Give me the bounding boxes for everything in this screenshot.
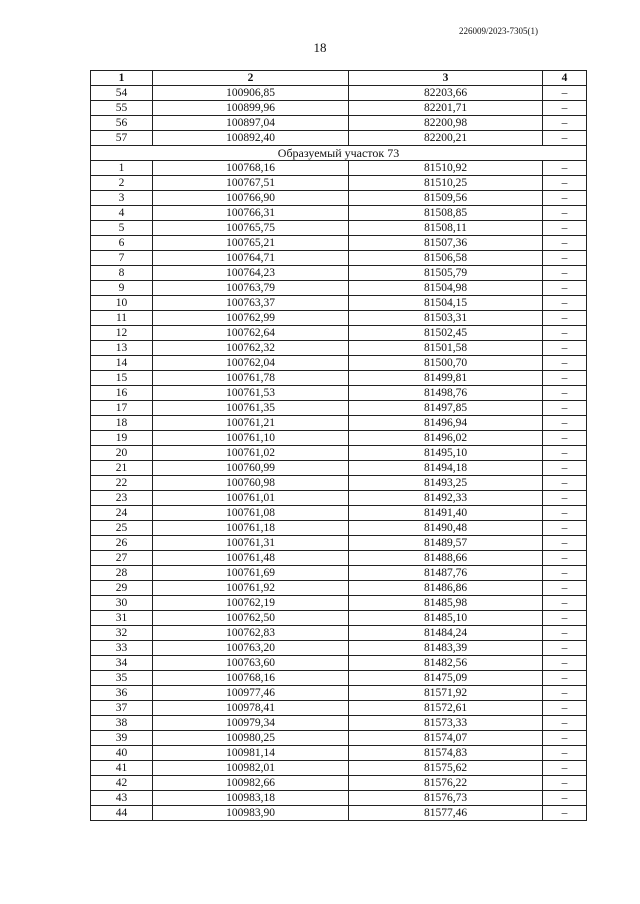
- table-body-previous-section: [91, 86, 587, 146]
- table-section-header: [91, 146, 587, 161]
- x-coordinate-cell: 100761,18: [153, 521, 349, 536]
- y-coordinate-cell: 81574,83: [349, 746, 543, 761]
- x-coordinate-cell: 100761,08: [153, 506, 349, 521]
- x-coordinate-cell: 100980,25: [153, 731, 349, 746]
- table-row: [91, 116, 587, 131]
- x-coordinate-cell: 100761,48: [153, 551, 349, 566]
- y-coordinate-cell: 82201,71: [349, 101, 543, 116]
- y-coordinate-cell: 81496,94: [349, 416, 543, 431]
- note-cell: –: [543, 761, 587, 776]
- table-row: [91, 461, 587, 476]
- x-coordinate-cell: 100761,35: [153, 401, 349, 416]
- table-row: [91, 731, 587, 746]
- table-row: [91, 236, 587, 251]
- note-cell: –: [543, 191, 587, 206]
- y-coordinate-cell: 81500,70: [349, 356, 543, 371]
- table-row: [91, 101, 587, 116]
- table-row: [91, 281, 587, 296]
- x-coordinate-cell: 100760,99: [153, 461, 349, 476]
- point-number-cell: 7: [91, 251, 153, 266]
- note-cell: –: [543, 656, 587, 671]
- x-coordinate-cell: 100892,40: [153, 131, 349, 146]
- table-row: [91, 86, 587, 101]
- point-number-cell: 42: [91, 776, 153, 791]
- y-coordinate-cell: 81576,73: [349, 791, 543, 806]
- note-cell: –: [543, 536, 587, 551]
- point-number-cell: 33: [91, 641, 153, 656]
- point-number-cell: 18: [91, 416, 153, 431]
- table-row: [91, 521, 587, 536]
- y-coordinate-cell: 81485,10: [349, 611, 543, 626]
- note-cell: –: [543, 626, 587, 641]
- x-coordinate-cell: 100897,04: [153, 116, 349, 131]
- point-number-cell: 26: [91, 536, 153, 551]
- point-number-cell: 21: [91, 461, 153, 476]
- x-coordinate-cell: 100977,46: [153, 686, 349, 701]
- point-number-cell: 22: [91, 476, 153, 491]
- point-number-cell: 29: [91, 581, 153, 596]
- y-coordinate-cell: 81507,36: [349, 236, 543, 251]
- table-row: [91, 536, 587, 551]
- table-row: [91, 806, 587, 821]
- x-coordinate-cell: 100982,01: [153, 761, 349, 776]
- y-coordinate-cell: 81504,15: [349, 296, 543, 311]
- note-cell: –: [543, 296, 587, 311]
- note-cell: –: [543, 311, 587, 326]
- note-cell: –: [543, 806, 587, 821]
- note-cell: –: [543, 731, 587, 746]
- point-number-cell: 43: [91, 791, 153, 806]
- y-coordinate-cell: 82200,21: [349, 131, 543, 146]
- table-row: [91, 611, 587, 626]
- note-cell: –: [543, 596, 587, 611]
- table-row: [91, 251, 587, 266]
- x-coordinate-cell: 100763,79: [153, 281, 349, 296]
- x-coordinate-cell: 100762,99: [153, 311, 349, 326]
- x-coordinate-cell: 100766,90: [153, 191, 349, 206]
- table-row: [91, 431, 587, 446]
- x-coordinate-cell: 100760,98: [153, 476, 349, 491]
- table-row: [91, 581, 587, 596]
- y-coordinate-cell: 82203,66: [349, 86, 543, 101]
- x-coordinate-cell: 100983,90: [153, 806, 349, 821]
- y-coordinate-cell: 81485,98: [349, 596, 543, 611]
- table-row: [91, 746, 587, 761]
- point-number-cell: 36: [91, 686, 153, 701]
- point-number-cell: 27: [91, 551, 153, 566]
- point-number-cell: 2: [91, 176, 153, 191]
- note-cell: –: [543, 116, 587, 131]
- note-cell: –: [543, 461, 587, 476]
- y-coordinate-cell: 81504,98: [349, 281, 543, 296]
- note-cell: –: [543, 581, 587, 596]
- point-number-cell: 6: [91, 236, 153, 251]
- note-cell: –: [543, 206, 587, 221]
- point-number-cell: 34: [91, 656, 153, 671]
- section-title: Образуемый участок 73: [91, 146, 587, 161]
- y-coordinate-cell: 81490,48: [349, 521, 543, 536]
- table-row: [91, 371, 587, 386]
- note-cell: –: [543, 431, 587, 446]
- table-row: [91, 446, 587, 461]
- note-cell: –: [543, 671, 587, 686]
- point-number-cell: 15: [91, 371, 153, 386]
- y-coordinate-cell: 81493,25: [349, 476, 543, 491]
- note-cell: –: [543, 476, 587, 491]
- table-row: [91, 161, 587, 176]
- point-number-cell: 5: [91, 221, 153, 236]
- note-cell: –: [543, 266, 587, 281]
- y-coordinate-cell: 81572,61: [349, 701, 543, 716]
- note-cell: –: [543, 371, 587, 386]
- x-coordinate-cell: 100761,01: [153, 491, 349, 506]
- x-coordinate-cell: 100979,34: [153, 716, 349, 731]
- note-cell: –: [543, 791, 587, 806]
- note-cell: –: [543, 611, 587, 626]
- note-cell: –: [543, 776, 587, 791]
- note-cell: –: [543, 566, 587, 581]
- note-cell: –: [543, 86, 587, 101]
- point-number-cell: 35: [91, 671, 153, 686]
- point-number-cell: 54: [91, 86, 153, 101]
- note-cell: –: [543, 506, 587, 521]
- y-coordinate-cell: 81571,92: [349, 686, 543, 701]
- y-coordinate-cell: 81498,76: [349, 386, 543, 401]
- y-coordinate-cell: 81501,58: [349, 341, 543, 356]
- x-coordinate-cell: 100765,75: [153, 221, 349, 236]
- table-row: [91, 476, 587, 491]
- column-header: 4: [543, 71, 587, 86]
- table-row: [91, 341, 587, 356]
- table-row: [91, 686, 587, 701]
- point-number-cell: 3: [91, 191, 153, 206]
- note-cell: –: [543, 356, 587, 371]
- table-row: [91, 791, 587, 806]
- page-number: 18: [313, 40, 327, 55]
- note-cell: –: [543, 341, 587, 356]
- x-coordinate-cell: 100763,60: [153, 656, 349, 671]
- x-coordinate-cell: 100762,64: [153, 326, 349, 341]
- x-coordinate-cell: 100982,66: [153, 776, 349, 791]
- point-number-cell: 37: [91, 701, 153, 716]
- note-cell: –: [543, 446, 587, 461]
- y-coordinate-cell: 81508,11: [349, 221, 543, 236]
- y-coordinate-cell: 81576,22: [349, 776, 543, 791]
- table-body-plot-73: [91, 161, 587, 821]
- point-number-cell: 56: [91, 116, 153, 131]
- x-coordinate-cell: 100763,37: [153, 296, 349, 311]
- table-row: [91, 596, 587, 611]
- y-coordinate-cell: 81494,18: [349, 461, 543, 476]
- y-coordinate-cell: 81482,56: [349, 656, 543, 671]
- x-coordinate-cell: 100764,71: [153, 251, 349, 266]
- note-cell: –: [543, 641, 587, 656]
- note-cell: –: [543, 401, 587, 416]
- column-header: 1: [91, 71, 153, 86]
- y-coordinate-cell: 81492,33: [349, 491, 543, 506]
- x-coordinate-cell: 100983,18: [153, 791, 349, 806]
- point-number-cell: 39: [91, 731, 153, 746]
- table-row: [91, 191, 587, 206]
- x-coordinate-cell: 100761,31: [153, 536, 349, 551]
- y-coordinate-cell: 82200,98: [349, 116, 543, 131]
- note-cell: –: [543, 416, 587, 431]
- table-row: [91, 566, 587, 581]
- x-coordinate-cell: 100761,21: [153, 416, 349, 431]
- x-coordinate-cell: 100761,92: [153, 581, 349, 596]
- point-number-cell: 40: [91, 746, 153, 761]
- table-row: [91, 656, 587, 671]
- point-number-cell: 8: [91, 266, 153, 281]
- point-number-cell: 14: [91, 356, 153, 371]
- point-number-cell: 4: [91, 206, 153, 221]
- y-coordinate-cell: 81502,45: [349, 326, 543, 341]
- table-header-row: [91, 71, 587, 86]
- point-number-cell: 28: [91, 566, 153, 581]
- x-coordinate-cell: 100762,32: [153, 341, 349, 356]
- point-number-cell: 55: [91, 101, 153, 116]
- y-coordinate-cell: 81574,07: [349, 731, 543, 746]
- table-row: [91, 131, 587, 146]
- note-cell: –: [543, 716, 587, 731]
- y-coordinate-cell: 81573,33: [349, 716, 543, 731]
- table-row: [91, 716, 587, 731]
- document-number: 226009/2023-7305(1): [459, 26, 538, 36]
- note-cell: –: [543, 176, 587, 191]
- y-coordinate-cell: 81484,24: [349, 626, 543, 641]
- point-number-cell: 11: [91, 311, 153, 326]
- y-coordinate-cell: 81486,86: [349, 581, 543, 596]
- note-cell: –: [543, 281, 587, 296]
- x-coordinate-cell: 100899,96: [153, 101, 349, 116]
- y-coordinate-cell: 81506,58: [349, 251, 543, 266]
- y-coordinate-cell: 81577,46: [349, 806, 543, 821]
- y-coordinate-cell: 81497,85: [349, 401, 543, 416]
- column-header: 2: [153, 71, 349, 86]
- y-coordinate-cell: 81483,39: [349, 641, 543, 656]
- note-cell: –: [543, 161, 587, 176]
- y-coordinate-cell: 81510,92: [349, 161, 543, 176]
- y-coordinate-cell: 81496,02: [349, 431, 543, 446]
- note-cell: –: [543, 386, 587, 401]
- coordinates-table: [90, 70, 587, 821]
- table-row: [91, 641, 587, 656]
- point-number-cell: 19: [91, 431, 153, 446]
- table-row: [91, 761, 587, 776]
- table-row: [91, 401, 587, 416]
- point-number-cell: 16: [91, 386, 153, 401]
- x-coordinate-cell: 100762,50: [153, 611, 349, 626]
- table-row: [91, 491, 587, 506]
- x-coordinate-cell: 100768,16: [153, 671, 349, 686]
- table-row: [91, 176, 587, 191]
- point-number-cell: 38: [91, 716, 153, 731]
- point-number-cell: 57: [91, 131, 153, 146]
- x-coordinate-cell: 100762,19: [153, 596, 349, 611]
- table-row: [91, 356, 587, 371]
- x-coordinate-cell: 100764,23: [153, 266, 349, 281]
- point-number-cell: 9: [91, 281, 153, 296]
- y-coordinate-cell: 81488,66: [349, 551, 543, 566]
- y-coordinate-cell: 81499,81: [349, 371, 543, 386]
- x-coordinate-cell: 100978,41: [153, 701, 349, 716]
- y-coordinate-cell: 81491,40: [349, 506, 543, 521]
- table-row: [91, 296, 587, 311]
- note-cell: –: [543, 521, 587, 536]
- table-row: [91, 416, 587, 431]
- y-coordinate-cell: 81505,79: [349, 266, 543, 281]
- x-coordinate-cell: 100768,16: [153, 161, 349, 176]
- x-coordinate-cell: 100762,04: [153, 356, 349, 371]
- note-cell: –: [543, 131, 587, 146]
- x-coordinate-cell: 100765,21: [153, 236, 349, 251]
- table-row: [91, 506, 587, 521]
- table-row: [91, 551, 587, 566]
- note-cell: –: [543, 251, 587, 266]
- column-header: 3: [349, 71, 543, 86]
- point-number-cell: 20: [91, 446, 153, 461]
- table-row: [91, 326, 587, 341]
- x-coordinate-cell: 100761,69: [153, 566, 349, 581]
- note-cell: –: [543, 236, 587, 251]
- point-number-cell: 13: [91, 341, 153, 356]
- x-coordinate-cell: 100762,83: [153, 626, 349, 641]
- point-number-cell: 31: [91, 611, 153, 626]
- x-coordinate-cell: 100906,85: [153, 86, 349, 101]
- y-coordinate-cell: 81503,31: [349, 311, 543, 326]
- y-coordinate-cell: 81575,62: [349, 761, 543, 776]
- table-row: [91, 386, 587, 401]
- point-number-cell: 23: [91, 491, 153, 506]
- x-coordinate-cell: 100766,31: [153, 206, 349, 221]
- note-cell: –: [543, 746, 587, 761]
- point-number-cell: 1: [91, 161, 153, 176]
- section-title-row: [91, 146, 587, 161]
- table-row: [91, 266, 587, 281]
- x-coordinate-cell: 100767,51: [153, 176, 349, 191]
- point-number-cell: 32: [91, 626, 153, 641]
- y-coordinate-cell: 81508,85: [349, 206, 543, 221]
- note-cell: –: [543, 221, 587, 236]
- x-coordinate-cell: 100761,10: [153, 431, 349, 446]
- table-row: [91, 671, 587, 686]
- x-coordinate-cell: 100763,20: [153, 641, 349, 656]
- x-coordinate-cell: 100981,14: [153, 746, 349, 761]
- y-coordinate-cell: 81510,25: [349, 176, 543, 191]
- x-coordinate-cell: 100761,53: [153, 386, 349, 401]
- x-coordinate-cell: 100761,78: [153, 371, 349, 386]
- table-row: [91, 776, 587, 791]
- point-number-cell: 44: [91, 806, 153, 821]
- note-cell: –: [543, 491, 587, 506]
- point-number-cell: 25: [91, 521, 153, 536]
- note-cell: –: [543, 686, 587, 701]
- note-cell: –: [543, 101, 587, 116]
- table-row: [91, 311, 587, 326]
- point-number-cell: 41: [91, 761, 153, 776]
- y-coordinate-cell: 81487,76: [349, 566, 543, 581]
- y-coordinate-cell: 81509,56: [349, 191, 543, 206]
- table-row: [91, 626, 587, 641]
- table-row: [91, 701, 587, 716]
- point-number-cell: 24: [91, 506, 153, 521]
- note-cell: –: [543, 326, 587, 341]
- x-coordinate-cell: 100761,02: [153, 446, 349, 461]
- point-number-cell: 30: [91, 596, 153, 611]
- point-number-cell: 10: [91, 296, 153, 311]
- note-cell: –: [543, 551, 587, 566]
- table-row: [91, 221, 587, 236]
- note-cell: –: [543, 701, 587, 716]
- y-coordinate-cell: 81489,57: [349, 536, 543, 551]
- point-number-cell: 12: [91, 326, 153, 341]
- point-number-cell: 17: [91, 401, 153, 416]
- table-row: [91, 206, 587, 221]
- y-coordinate-cell: 81495,10: [349, 446, 543, 461]
- y-coordinate-cell: 81475,09: [349, 671, 543, 686]
